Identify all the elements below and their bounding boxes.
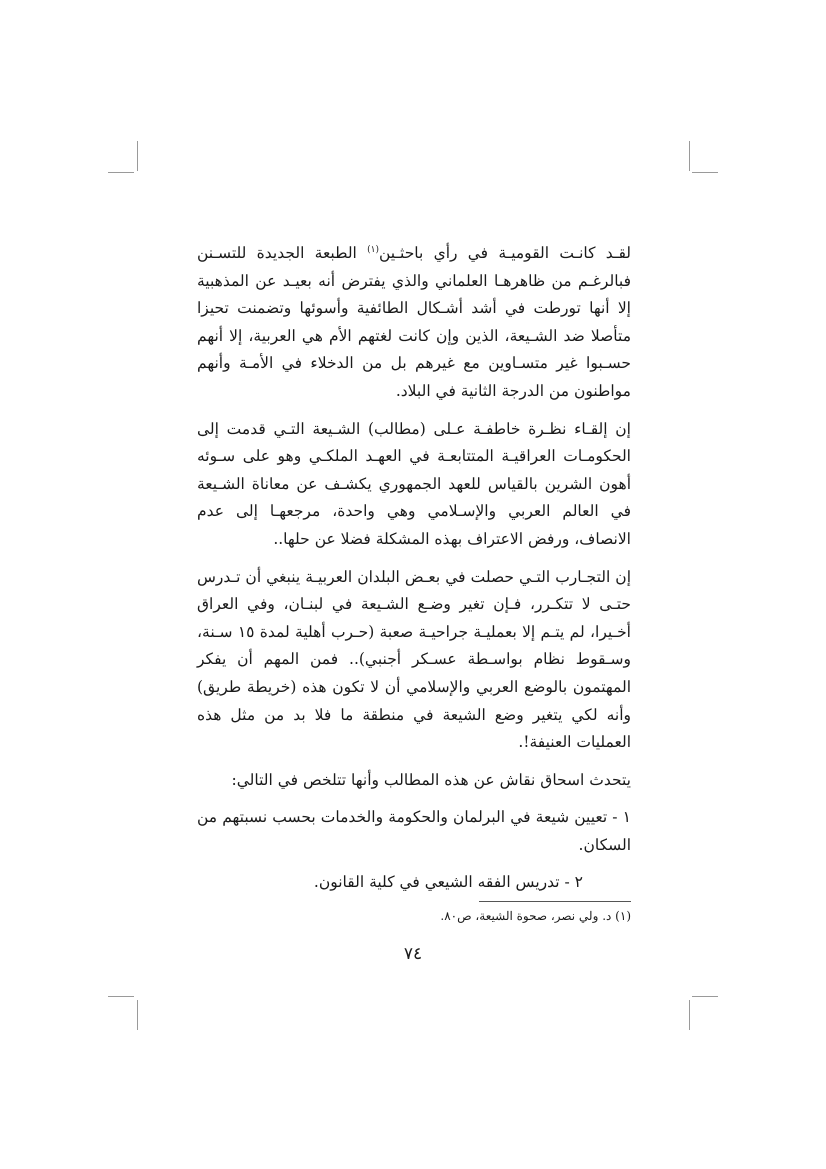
page-body xyxy=(197,240,631,897)
crop-mark-top-right-v xyxy=(689,141,690,171)
crop-mark-bottom-right-h xyxy=(692,996,718,997)
crop-mark-top-left-v xyxy=(137,141,138,171)
page-number: ٧٤ xyxy=(403,944,423,964)
paragraph-1 xyxy=(197,240,631,406)
footnote-divider xyxy=(479,901,631,902)
crop-mark-top-right-h xyxy=(692,172,718,173)
crop-mark-bottom-left-h xyxy=(108,996,134,997)
paragraph-3: إن التجـارب التـي حصلت في بعـض البلدان العربيـة ينبغي أن تـدرس حتـى لا تتكـرر، فـإن تغير وضـع الشـيعة في لبنـان، وفي العراق أخـيرا، لم يتـم إلا بعمليـة جراحيـة صعبة (حـرب أهلية لمدة ١٥ سـنة، وسـقوط نظام بواسـطة عسـكر أجنبي).. فمن المهم أن يفكر المهتمون بالوضع العربي والإسلامي أن لا تكون هذه (خريطة طريق) وأنه لكي يتغير وضع الشيعة في منطقة ما فلا بد من مثل هذه العمليات العنيفة!. xyxy=(197,567,631,752)
list-item-1: ١ - تعيين شيعة في البرلمان والحكومة والخدمات بحسب نسبتهم من السكان. xyxy=(197,808,631,854)
paragraph-2: إن إلقـاء نظـرة خاطفـة عـلى (مطالب) الشـيعة التـي قدمت إلى الحكومـات العراقيـة المتتابعـة في العهـد الملكـي وهو على سـوئه أهون الشرين بالقياس للعهد الجمهوري يكشـف عن معاناة الشـيعة في العالم العربي والإسـلامي وهي واحدة، مرجعهـا إلى عدم الانصاف، ورفض الاعتراف بهذه المشكلة فضلا عن حلها.. xyxy=(197,419,631,548)
crop-mark-top-left-h xyxy=(108,172,134,173)
crop-mark-bottom-right-v xyxy=(689,1000,690,1030)
footnote-reference: (١) xyxy=(367,244,379,255)
footnote: (١) د. ولي نصر، صحوة الشيعة، ص٨٠. xyxy=(440,909,631,923)
paragraph-1-rest: الطبعة الجديدة للتسـنن فبالرغـم من ظاهرهـا العلماني والذي يفترض أنه بعيـد عن المذهبية إلا أنها تورطت في أشد أشـكال الطائفية وأسوئها وتضمنت تحيزا متأصلا ضد الشـيعة، الذين وإن كانت لغتهم الأم هي العربية، إلا أنهم حسـبوا غير متسـاوين مع غيرهم بل من الدخلاء في الأمـة وأنهم مواطنون من الدرجة الثانية في البلاد. xyxy=(197,244,631,400)
crop-mark-bottom-left-v xyxy=(137,1000,138,1030)
list-item-2: ٢ - تدريس الفقه الشيعي في كلية القانون. xyxy=(313,873,583,892)
paragraph-4: يتحدث اسحاق نقاش عن هذه المطالب وأنها تتلخص في التالي: xyxy=(231,770,631,789)
paragraph-1-lead: لقـد كانـت القوميـة في رأي باحثـين xyxy=(379,244,632,262)
